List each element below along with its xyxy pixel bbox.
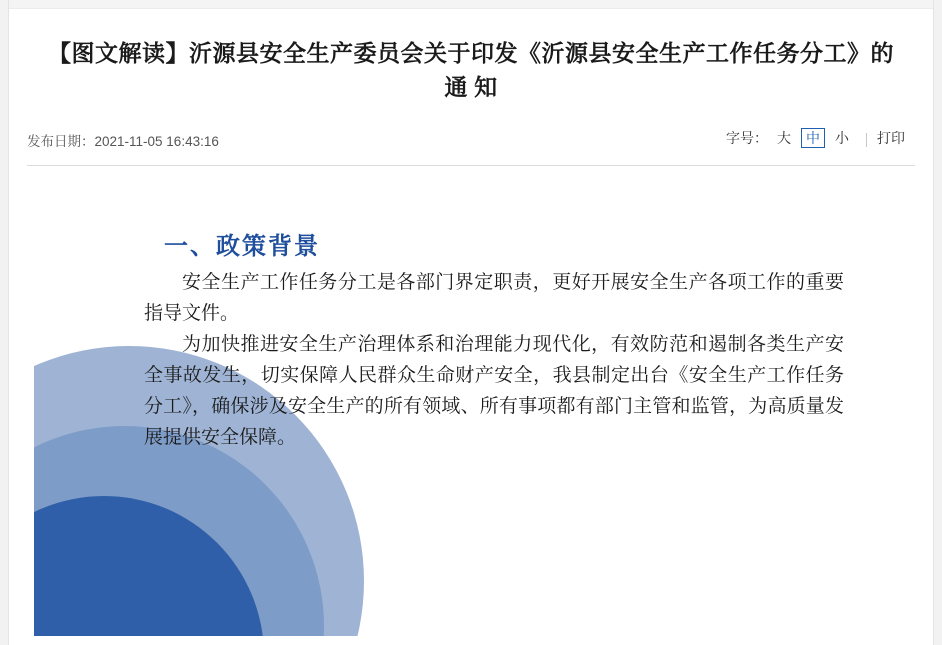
page-title: 【图文解读】沂源县安全生产委员会关于印发《沂源县安全生产工作任务分工》的通 知 bbox=[48, 41, 894, 100]
right-gutter bbox=[933, 0, 942, 645]
article-meta-row bbox=[27, 127, 915, 166]
article-container bbox=[9, 9, 933, 645]
poster-paragraph-1: 安全生产工作任务分工是各部门界定职责，更好开展安全生产各项工作的重要指导文件。 bbox=[144, 272, 844, 324]
top-gutter bbox=[0, 0, 942, 9]
font-size-large-button[interactable]: 大 bbox=[777, 130, 791, 146]
section-heading: 一、政策背景 bbox=[164, 234, 320, 260]
left-gutter bbox=[0, 0, 9, 645]
font-size-toolbar bbox=[726, 128, 905, 148]
article-body bbox=[9, 166, 933, 636]
font-size-label: 字号： bbox=[726, 130, 768, 146]
font-size-small-button[interactable]: 小 bbox=[835, 130, 849, 146]
publish-date: 发布日期：2021-11-05 16:43:16 bbox=[27, 134, 219, 149]
font-size-medium-button[interactable]: 中 bbox=[801, 128, 825, 148]
toolbar-divider bbox=[866, 133, 867, 147]
poster-text-block bbox=[144, 226, 874, 453]
poster-paragraph-2: 为加快推进安全生产治理体系和治理能力现代化，有效防范和遏制各类生产安全事故发生，切实保障人民群众生命财产安全，我县制定出台《安全生产工作任务分工》，确保涉及安全生产的所有领域、所有事项都有部门主管和监管，为高质量发展提供安全保障。 bbox=[144, 334, 844, 448]
print-button[interactable]: 打印 bbox=[877, 130, 905, 146]
policy-interpretation-image bbox=[34, 226, 894, 636]
